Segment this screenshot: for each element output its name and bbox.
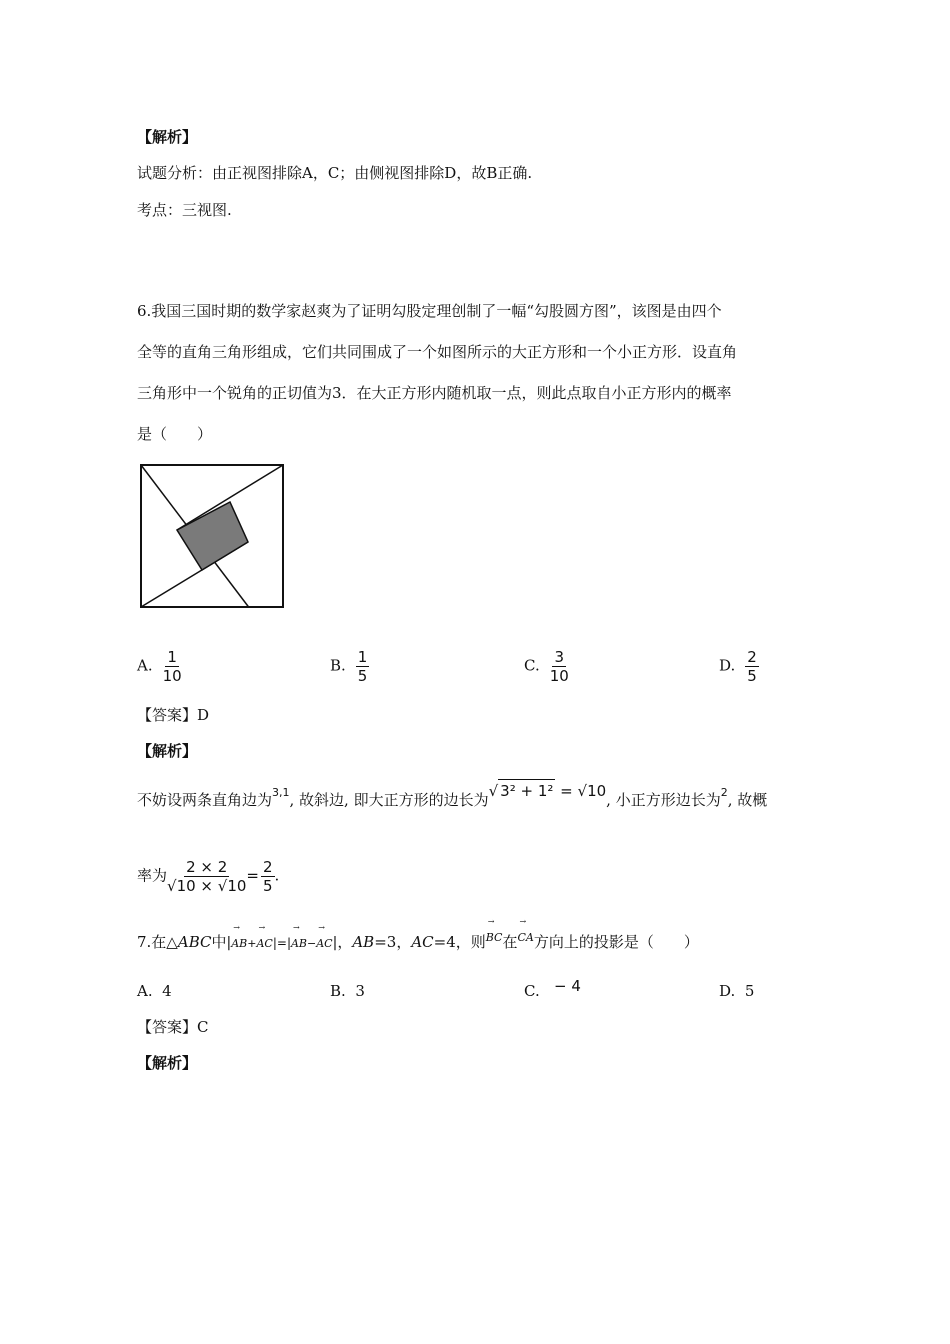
q6-option-d-fraction: $\frac{2}{5}$ (747, 648, 757, 685)
q5-analysis-label: 【解析】 (137, 128, 198, 146)
q6-legs: 3,1 (272, 786, 290, 799)
q6-small-side: 2 (720, 786, 728, 799)
q6-solution-line1: 不妨设两条直角边为$^{3,1}$, 故斜边, 即大正方形的边长为√ 3² + 1² = √10, 小正方形边长为$^2$, 故概 (137, 788, 767, 813)
q6-analysis-label: 【解析】 (137, 742, 198, 760)
q6-stem-line3: 三角形中一个锐角的正切值为3．在大正方形内随机取一点，则此点取自小正方形内的概率 (137, 384, 732, 402)
q6-stem-line2: 全等的直角三角形组成，它们共同围成了一个如图所示的大正方形和一个小正方形．设直角 (137, 343, 738, 361)
q6-option-c-fraction: $\frac{3}{10}$ (549, 648, 569, 685)
q6-stem-line1: 6.我国三国时期的数学家赵爽为了证明勾股定理创制了一幅“勾股圆方图”，该图是由四个 (137, 302, 722, 320)
q6-option-b[interactable]: B. $\frac{1}{5}$ (330, 648, 368, 685)
q7-option-d[interactable]: D. 5 (719, 982, 755, 1000)
q6-sqrt-expression: √ 3² + 1² = √10 (489, 782, 607, 800)
q6-stem-line4: 是（ ） (137, 425, 213, 443)
q7-option-c[interactable]: C. − 4 (524, 977, 581, 1000)
q6-result-fraction: $\frac{2}{5}$ (263, 858, 273, 895)
q6-option-b-fraction: $\frac{1}{5}$ (357, 648, 368, 685)
q5-point-text: 考点：三视图. (137, 201, 232, 219)
q5-analysis-text: 试题分析：由正视图排除A，C；由侧视图排除D，故B正确. (137, 164, 533, 182)
q6-solution-line2: 率为 $\frac{2 \times 2}{√10 \times √10}$ = $\frac{2}{5}$ . (137, 858, 280, 895)
q7-option-a[interactable]: A. 4 (137, 982, 172, 1000)
q7-option-b[interactable]: B. 3 (330, 982, 365, 1000)
q6-option-a[interactable]: A. $\frac{1}{10}$ (137, 648, 182, 685)
zhao-shuang-square-figure (138, 462, 286, 610)
q6-option-d[interactable]: D. $\frac{2}{5}$ (719, 648, 757, 685)
q7-stem: 7.在△ABC中|→ AB+→ AC|=|→ AB−→ AC|，AB=3，AC=4，则→ BC在→ CA方向上的投影是（ ） (137, 931, 699, 955)
q6-option-a-fraction: $\frac{1}{10}$ (162, 648, 182, 685)
q6-answer: 【答案】D (137, 706, 210, 724)
q6-option-c[interactable]: C. $\frac{3}{10}$ (524, 648, 569, 685)
q7-analysis-label: 【解析】 (137, 1054, 198, 1072)
q6-probability-fraction: $\frac{2 \times 2}{√10 \times √10}$ (167, 858, 247, 895)
q7-answer: 【答案】C (137, 1018, 209, 1036)
